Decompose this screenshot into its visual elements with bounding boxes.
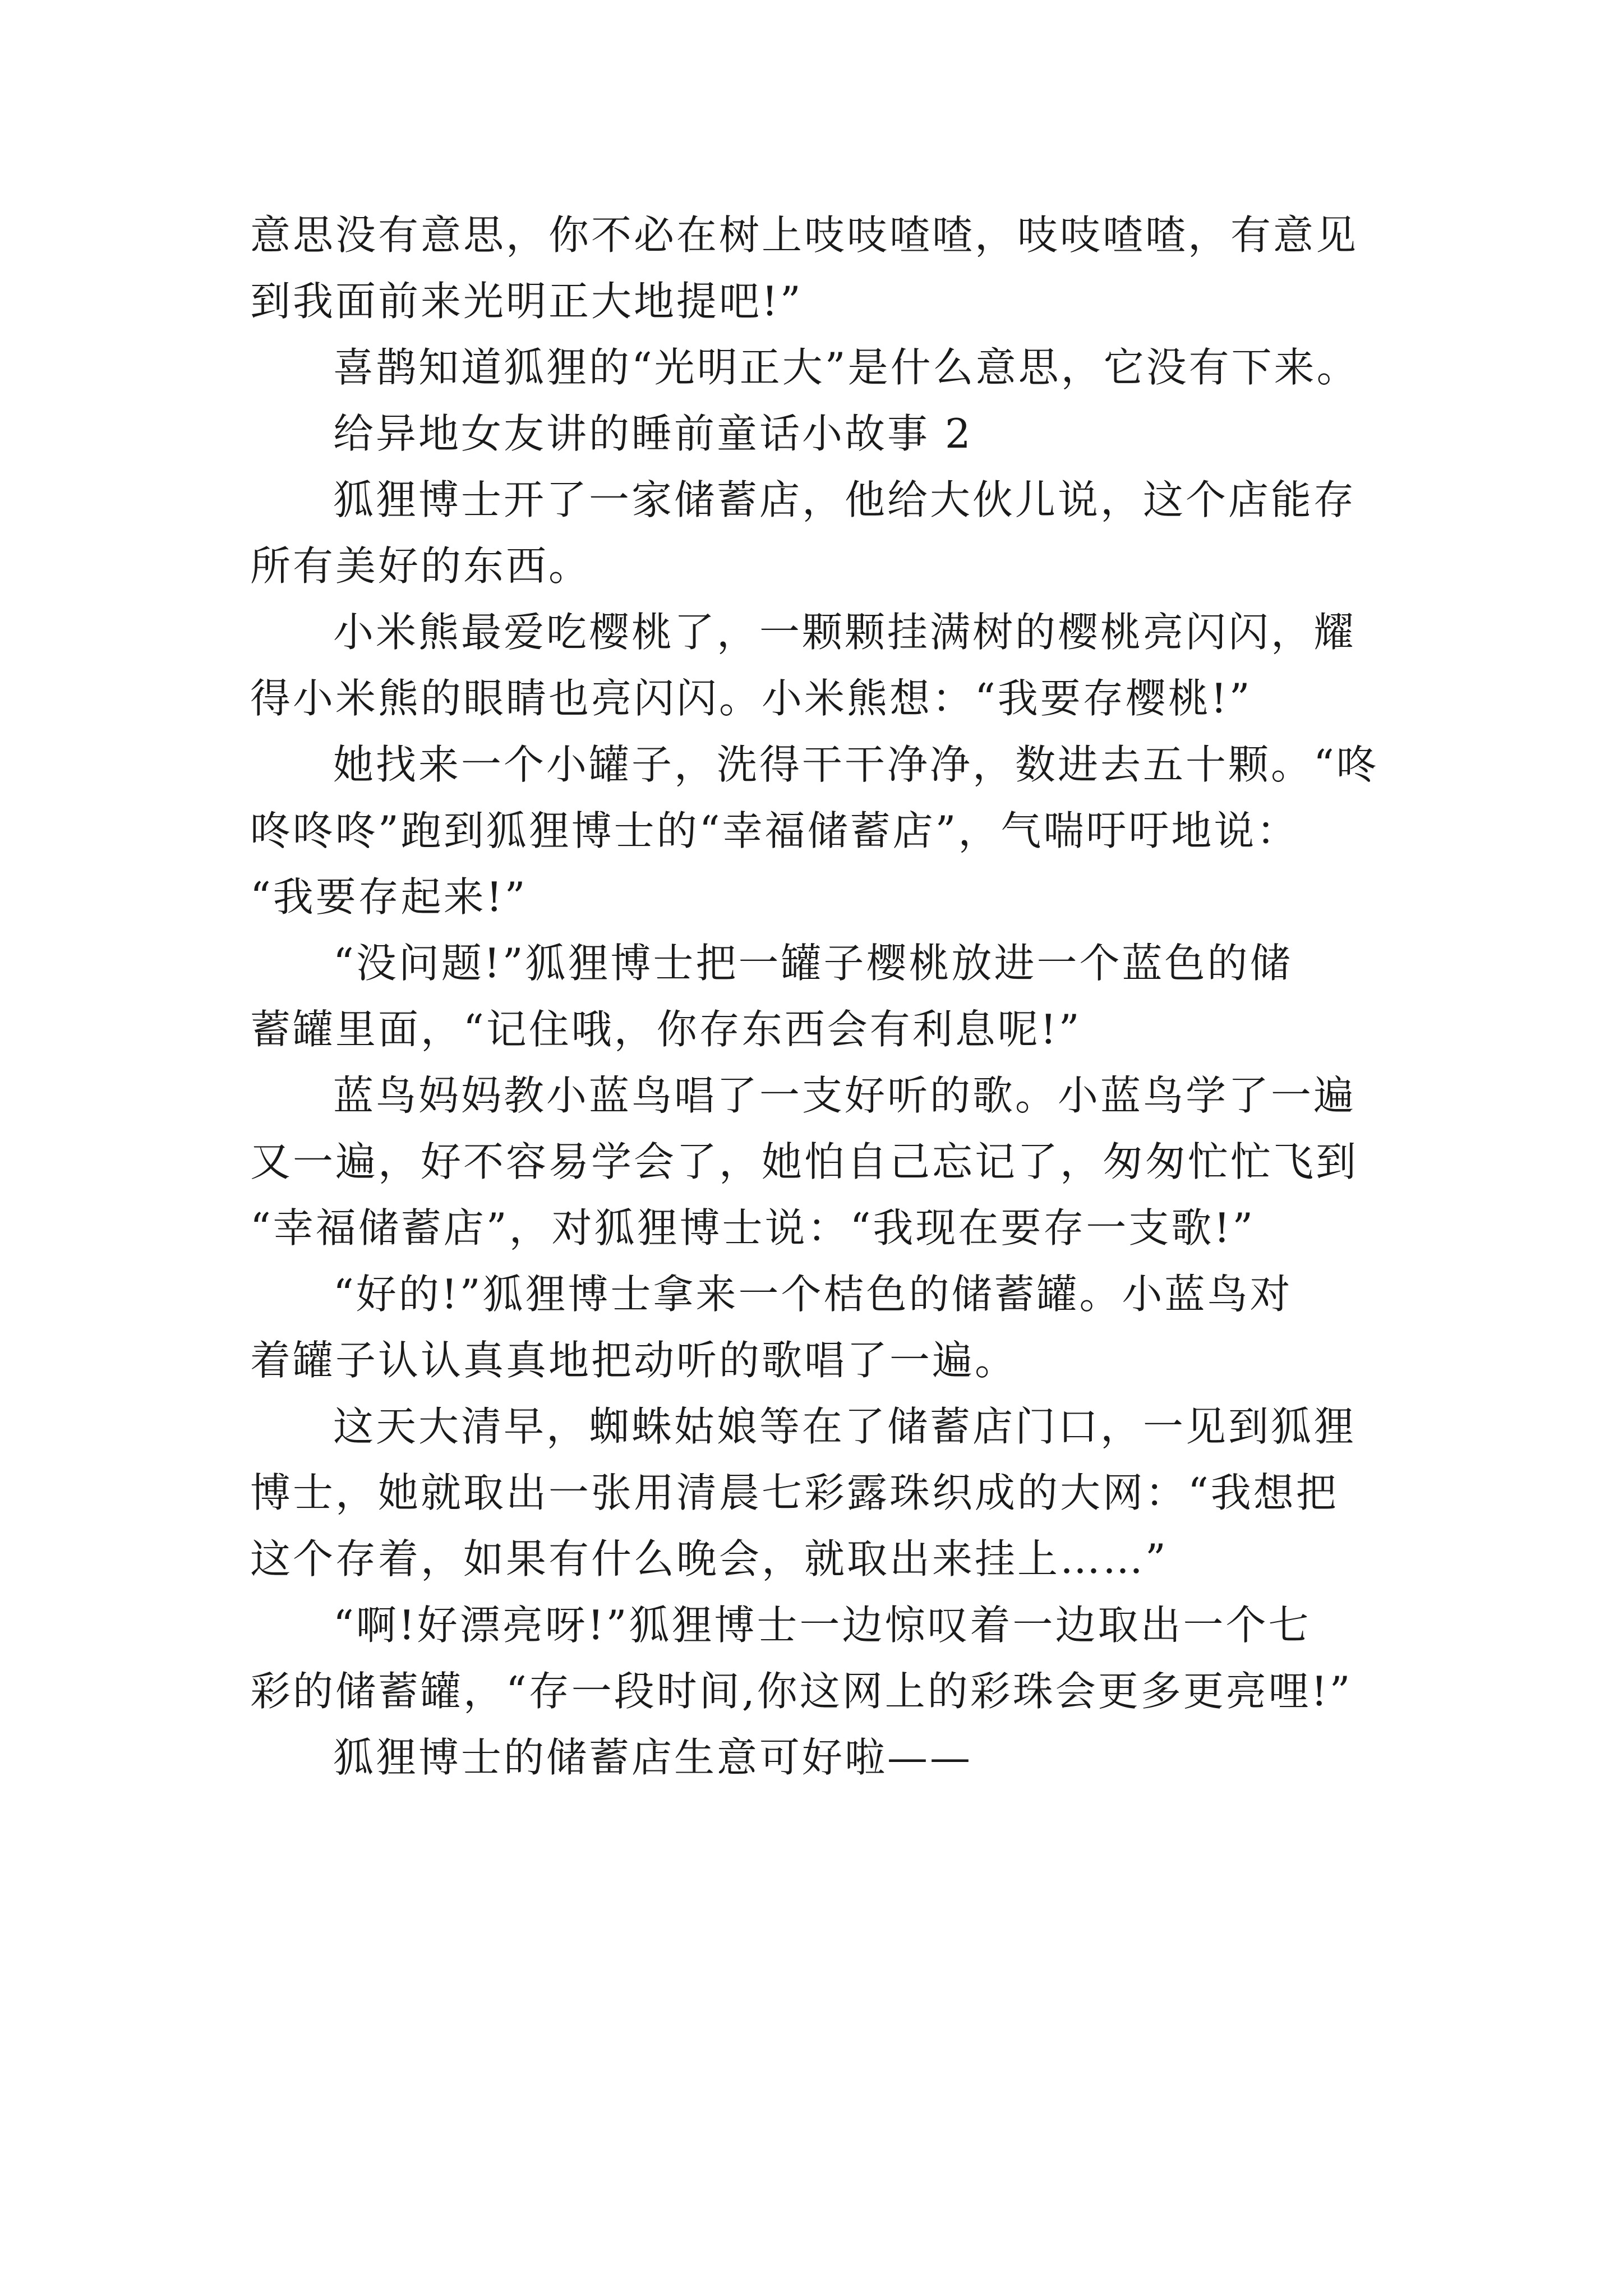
text-line: 咚咚咚”跑到狐狸博士的“幸福储蓄店”，气喘吁吁地说：	[250, 807, 1299, 854]
story-text	[250, 202, 1428, 1791]
text-line: 博士，她就取出一张用清晨七彩露珠织成的大网：“我想把	[250, 1469, 1339, 1516]
text-line: 蓄罐里面，“记住哦，你存东西会有利息呢!”	[250, 1006, 1082, 1053]
text-line: “好的!”狐狸博士拿来一个桔色的储蓄罐。小蓝鸟对	[333, 1271, 1293, 1318]
text-line: 这个存着，如果有什么晚会，就取出来挂上……”	[250, 1535, 1168, 1582]
text-line: 得小米熊的眼睛也亮闪闪。小米熊想：“我要存樱桃!”	[250, 675, 1252, 722]
text-line: “啊!好漂亮呀!”狐狸博士一边惊叹着一边取出一个七	[333, 1602, 1311, 1649]
text-line: 她找来一个小罐子，洗得干干净净，数进去五十颗。“咚	[333, 741, 1379, 788]
text-line: 彩的储蓄罐，“存一段时间,你这网上的彩珠会更多更亮哩!”	[250, 1668, 1353, 1715]
text-line: 狐狸博士开了一家储蓄店，他给大伙儿说，这个店能存	[333, 476, 1357, 523]
text-line: 着罐子认认真真地把动听的歌唱了一遍。	[250, 1337, 1018, 1384]
text-line: 小米熊最爱吃樱桃了，一颗颗挂满树的樱桃亮闪闪，耀	[333, 609, 1357, 656]
text-line: 到我面前来光明正大地提吧!”	[250, 278, 803, 325]
text-line: 蓝鸟妈妈教小蓝鸟唱了一支好听的歌。小蓝鸟学了一遍	[333, 1072, 1357, 1119]
text-line: 喜鹊知道狐狸的“光明正大”是什么意思，它没有下来。	[333, 344, 1359, 391]
text-line: 这天大清早，蜘蛛姑娘等在了储蓄店门口，一见到狐狸	[333, 1403, 1357, 1450]
text-line: “幸福储蓄店”，对狐狸博士说：“我现在要存一支歌!”	[250, 1204, 1256, 1251]
text-line: “没问题!”狐狸博士把一罐子樱桃放进一个蓝色的储	[333, 940, 1293, 987]
text-line: 又一遍，好不容易学会了，她怕自己忘记了，匆匆忙忙飞到	[250, 1138, 1359, 1185]
text-line: 所有美好的东西。	[250, 542, 592, 590]
text-line: 狐狸博士的储蓄店生意可好啦——	[333, 1734, 973, 1781]
text-line: “我要存起来!”	[250, 873, 528, 921]
story-heading: 给异地女友讲的睡前童话小故事 2	[333, 410, 973, 457]
text-line: 意思没有意思，你不必在树上吱吱喳喳，吱吱喳喳，有意见	[250, 211, 1359, 259]
